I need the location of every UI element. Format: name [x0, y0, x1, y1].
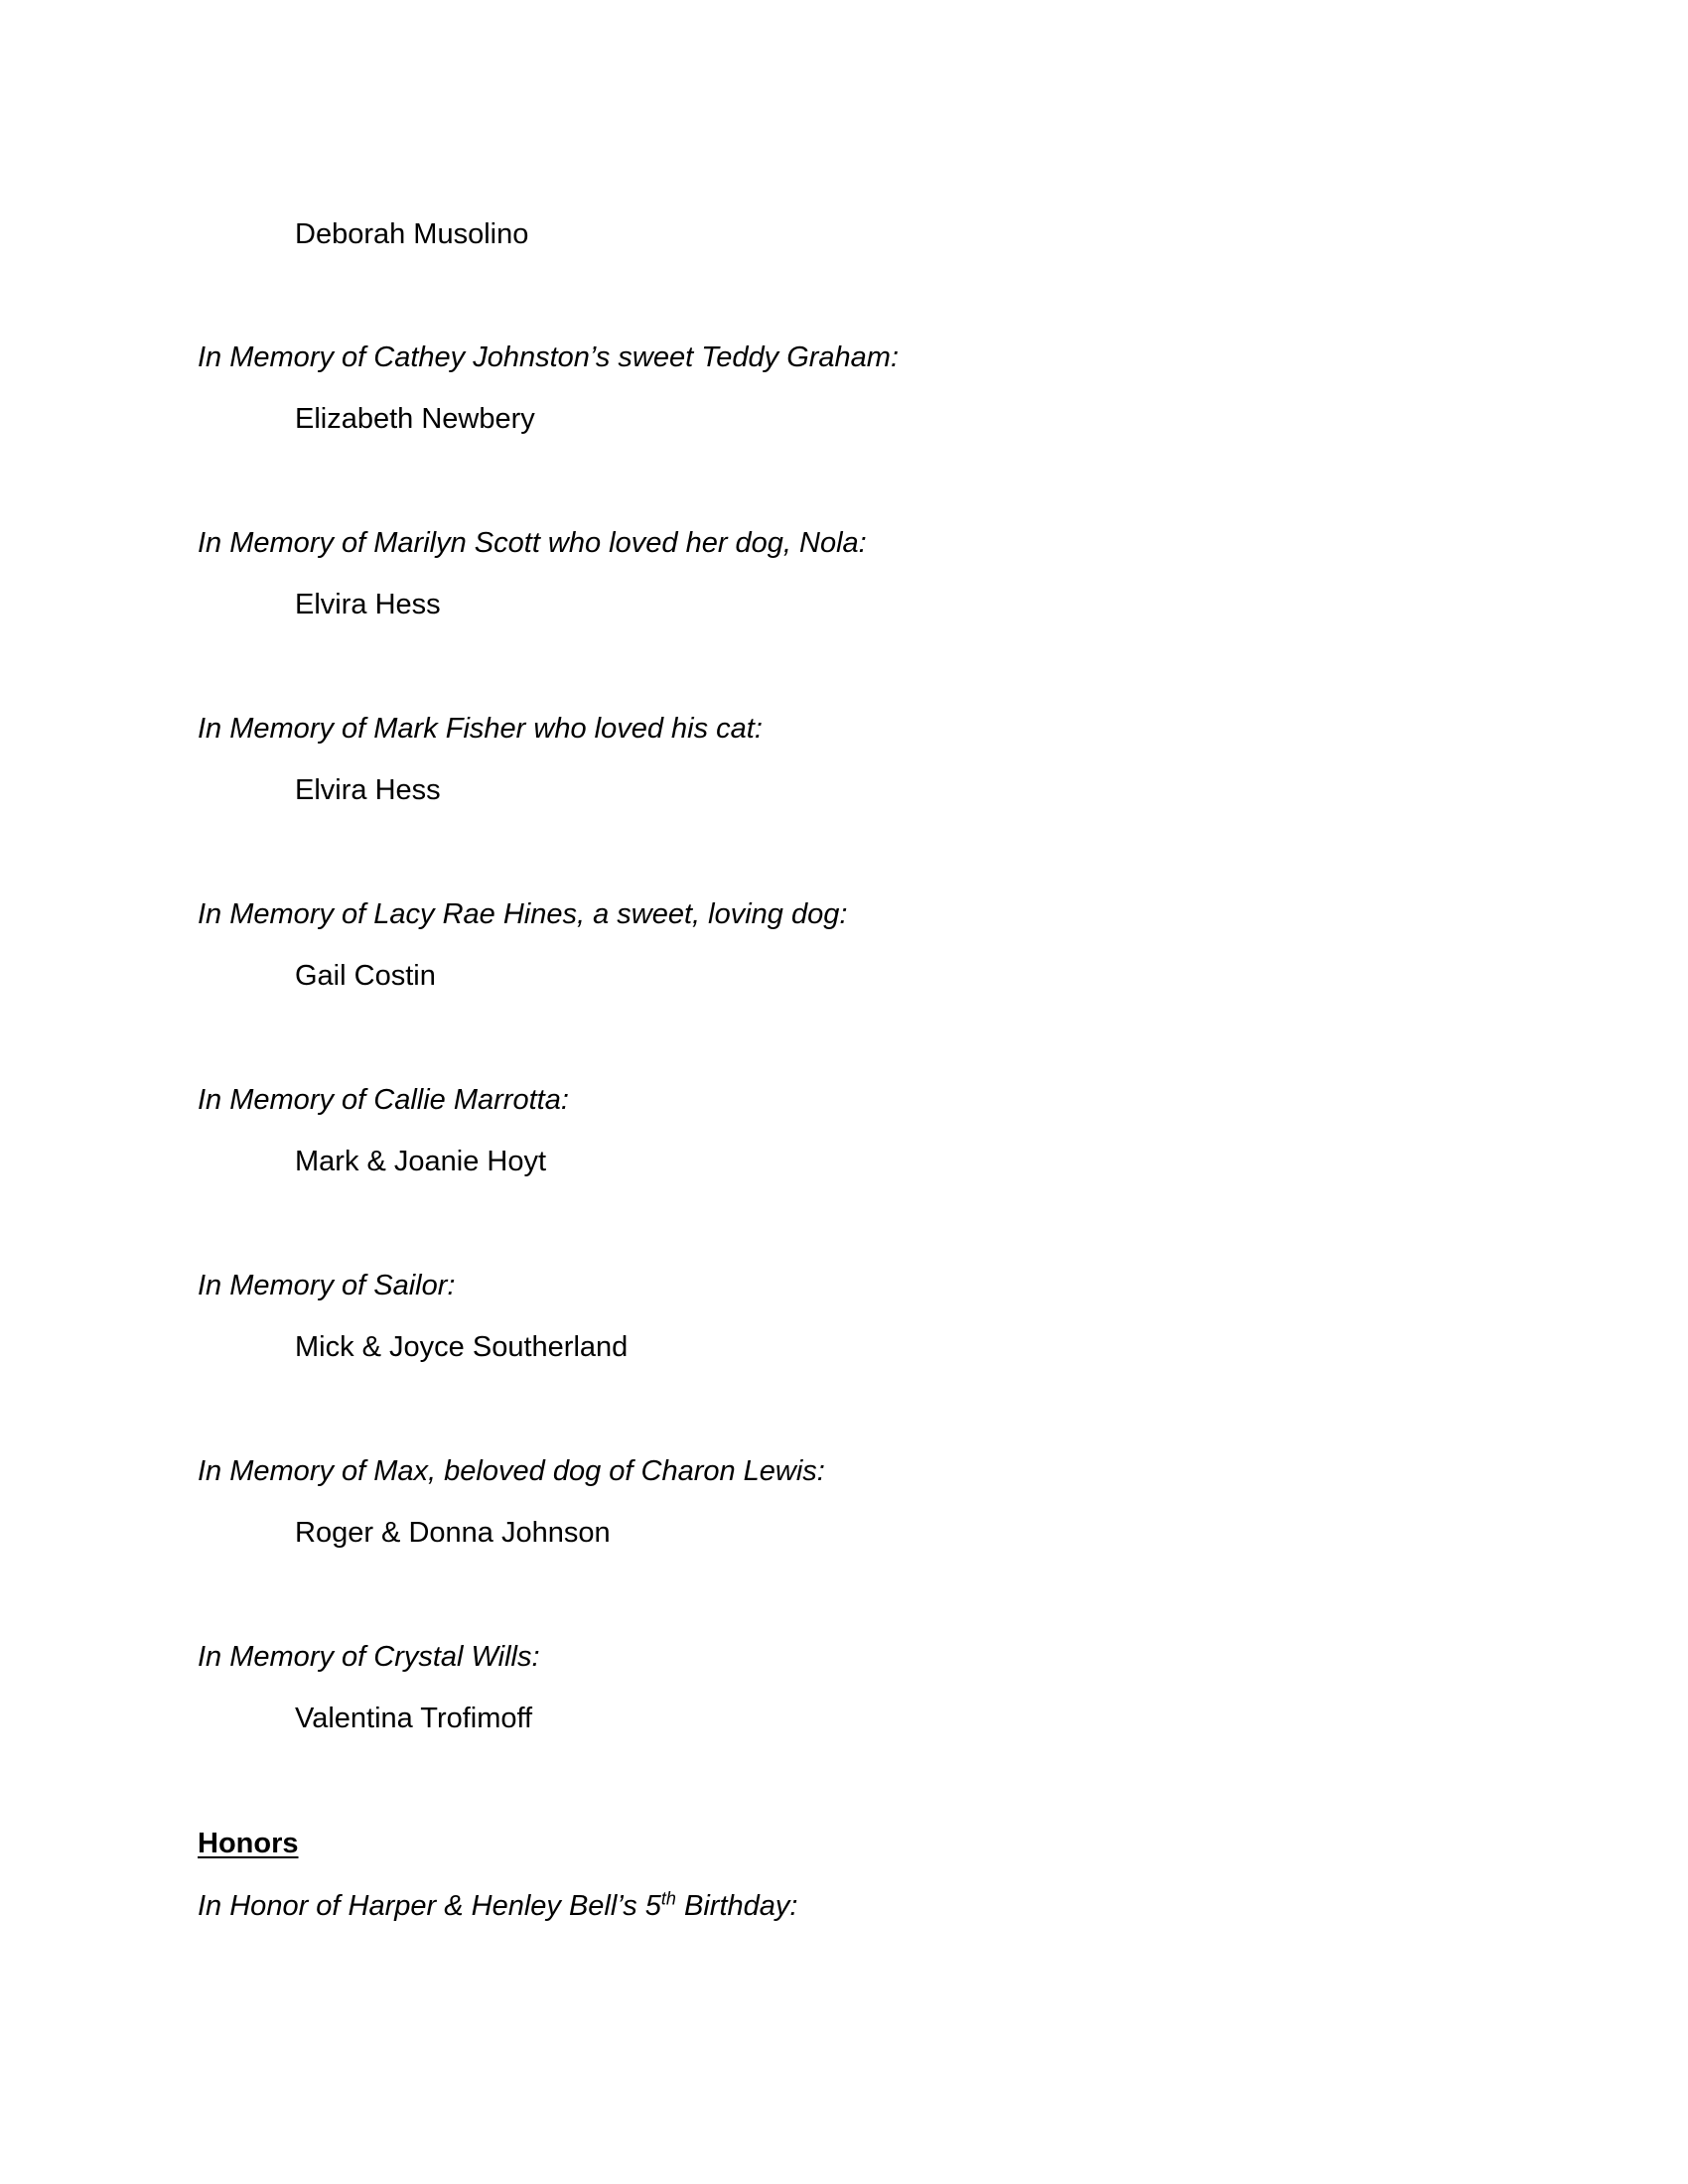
memorial-dedication: In Memory of Mark Fisher who loved his cat:: [198, 713, 763, 745]
honors-heading: Honors: [198, 1828, 299, 1859]
honor-dedication-end: Birthday:: [675, 1890, 798, 1922]
donor-name: Elvira Hess: [295, 589, 441, 620]
ordinal-suffix: th: [660, 1888, 676, 1909]
donor-name: Mick & Joyce Southerland: [295, 1331, 629, 1363]
memorial-dedication: In Memory of Callie Marrotta:: [198, 1084, 569, 1116]
donor-name: Gail Costin: [295, 960, 436, 992]
donor-name: Elizabeth Newbery: [295, 403, 535, 435]
memorial-dedication: In Memory of Sailor:: [198, 1270, 456, 1301]
memorial-dedication: In Memory of Cathey Johnston’s sweet Teddy Graham:: [198, 341, 900, 373]
memorial-dedication: In Memory of Lacy Rae Hines, a sweet, loving dog:: [198, 898, 848, 930]
donor-name: Valentina Trofimoff: [295, 1703, 533, 1734]
honor-dedication-text: In Honor of Harper & Henley Bell’s 5: [198, 1890, 661, 1922]
donor-name: Mark & Joanie Hoyt: [295, 1146, 547, 1177]
donor-name: Deborah Musolino: [295, 218, 529, 250]
donor-name: Roger & Donna Johnson: [295, 1517, 611, 1549]
donor-name: Elvira Hess: [295, 774, 441, 806]
memorial-dedication: In Memory of Max, beloved dog of Charon Lewis:: [198, 1455, 825, 1487]
memorial-dedication: In Memory of Crystal Wills:: [198, 1641, 540, 1673]
memorial-dedication: In Memory of Marilyn Scott who loved her dog, Nola:: [198, 527, 867, 559]
honor-dedication: [198, 1886, 797, 1926]
